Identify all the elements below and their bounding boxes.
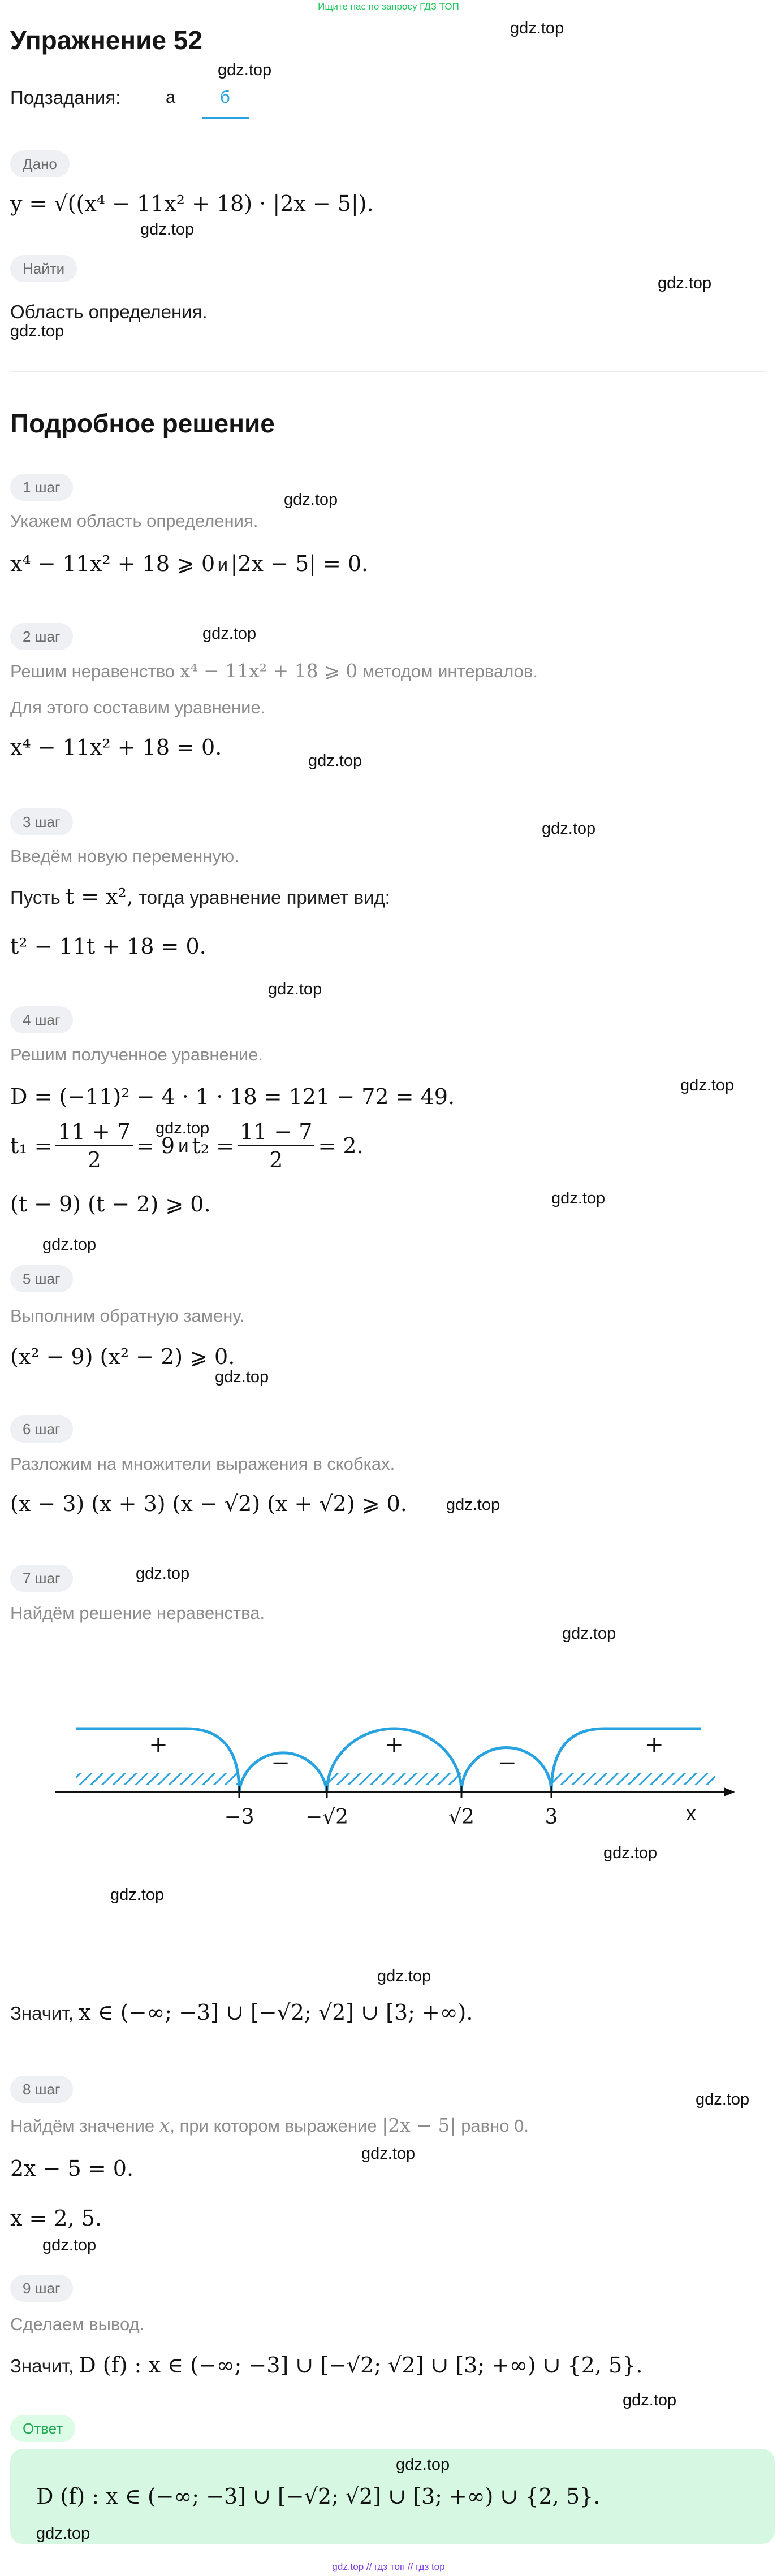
watermark: gdz.top [680, 1076, 735, 1094]
step-5-badge: 5 шаг [10, 1265, 73, 1292]
active-tab-underline [202, 117, 249, 119]
step-2-badge: 2 шаг [10, 623, 73, 650]
step-1-math-b: |2x − 5| = 0. [230, 551, 369, 576]
t1-fraction [55, 1119, 133, 1172]
watermark: gdz.top [696, 2090, 750, 2109]
watermark: gdz.top [361, 2145, 416, 2163]
sign-1: + [149, 1732, 168, 1758]
point-label-3: √2 [448, 1806, 474, 1829]
watermark: gdz.top [446, 1496, 500, 1514]
step-9-result [10, 2353, 643, 2378]
hatch-region-left [76, 1773, 239, 1785]
step-2-math: x⁴ − 11x² + 18 = 0. [10, 735, 222, 760]
given-badge: Дано [10, 150, 70, 177]
number-line-diagram [0, 1662, 777, 1854]
watermark: gdz.top [268, 980, 322, 998]
step-8-math-1: 2x − 5 = 0. [10, 2156, 134, 2181]
sign-3: + [385, 1732, 404, 1758]
watermark: gdz.top [377, 1967, 431, 1985]
sign-5: + [645, 1732, 664, 1758]
t2-fraction [238, 1119, 315, 1172]
step-4-discriminant: D = (−11)² − 4 · 1 · 18 = 121 − 72 = 49. [10, 1084, 455, 1109]
step-1-conj: и [217, 554, 228, 575]
step-1-badge: 1 шаг [10, 474, 73, 501]
t1-value: = 9 [136, 1133, 175, 1158]
step-9-text: Сделаем вывод. [10, 2314, 145, 2334]
watermark: gdz.top [623, 2391, 677, 2409]
watermark: gdz.top [542, 820, 596, 838]
answer-badge: Ответ [10, 2415, 75, 2442]
step-2-text-math: x⁴ − 11x² + 18 ⩾ 0 [179, 660, 358, 682]
point-label-2: −√2 [305, 1806, 349, 1829]
step-8-text-pre: Найдём значение [10, 2116, 155, 2136]
watermark: gdz.top [42, 2236, 97, 2254]
step-3-line-post: тогда уравнение примет вид: [139, 887, 390, 908]
watermark: gdz.top [110, 1886, 165, 1904]
step-2-text [10, 660, 538, 682]
watermark: gdz.top [136, 1565, 190, 1583]
watermark: gdz.top [202, 625, 257, 643]
watermark: gdz.top [308, 752, 362, 770]
watermark: gdz.top [510, 19, 564, 37]
step-4-conj: и [178, 1135, 189, 1156]
step-5-math: (x² − 9) (x² − 2) ⩾ 0. [10, 1344, 235, 1369]
step-6-text: Разложим на множители выражения в скобках. [10, 1454, 395, 1474]
find-badge: Найти [10, 255, 77, 282]
page-title: Упражнение 52 [10, 25, 202, 55]
step-8-math-2: x = 2, 5. [10, 2206, 102, 2231]
watermark: gdz.top [215, 1368, 269, 1386]
point-label-4: 3 [545, 1806, 558, 1829]
t1-numerator: 11 + 7 [55, 1119, 133, 1146]
step-7-result-pre: Значит, [10, 2003, 74, 2024]
t2-label: t₂ = [192, 1133, 234, 1158]
t1-label: t₁ = [10, 1133, 53, 1158]
watermark: gdz.top [218, 61, 272, 79]
top-banner[interactable]: Ищите нас по запросу ГДЗ ТОП [318, 1, 459, 12]
step-7-result-math: x ∈ (−∞; −3] ∪ [−√2; √2] ∪ [3; +∞). [79, 2000, 473, 2025]
step-7-result [10, 2000, 473, 2025]
watermark: gdz.top [603, 1844, 658, 1862]
step-1-text: Укажем область определения. [10, 511, 258, 531]
step-2-text2: Для этого составим уравнение. [10, 698, 266, 717]
t2-denominator: 2 [269, 1148, 283, 1172]
step-3-line-math: t = x², [65, 884, 133, 909]
point-label-1: −3 [224, 1806, 254, 1829]
tab-subtask-a[interactable]: а [166, 87, 176, 107]
watermark: gdz.top [396, 2456, 450, 2474]
step-3-line [10, 884, 390, 909]
step-8-text [10, 2114, 529, 2136]
step-9-result-math: D (f) : x ∈ (−∞; −3] ∪ [−√2; √2] ∪ [3; +∞) ∪ {2, 5}. [79, 2353, 643, 2378]
step-5-text: Выполним обратную замену. [10, 1306, 245, 1326]
step-9-badge: 9 шаг [10, 2275, 73, 2302]
hatch-region-middle [327, 1773, 461, 1785]
sign-2: − [271, 1750, 290, 1776]
solution-title: Подробное решение [10, 409, 275, 438]
step-4-text: Решим полученное уравнение. [10, 1045, 264, 1064]
step-9-result-pre: Значит, [10, 2356, 74, 2376]
step-7-badge: 7 шаг [10, 1565, 73, 1592]
axis-label: x [686, 1802, 696, 1825]
step-8-text-math: |2x − 5| [382, 2114, 456, 2136]
step-2-text-post: методом интервалов. [362, 661, 538, 681]
watermark: gdz.top [156, 1119, 210, 1137]
step-8-text-post: равно 0. [461, 2116, 529, 2136]
step-4-badge: 4 шаг [10, 1006, 73, 1033]
step-4-inequality: (t − 9) (t − 2) ⩾ 0. [10, 1192, 211, 1216]
tab-subtask-b[interactable]: б [220, 87, 230, 107]
step-3-math: t² − 11t + 18 = 0. [10, 934, 206, 959]
step-7-text: Найдём решение неравенства. [10, 1603, 265, 1623]
step-8-badge: 8 шаг [10, 2076, 73, 2103]
step-1-math-a: x⁴ − 11x² + 18 ⩾ 0 [10, 551, 215, 576]
watermark: gdz.top [42, 1236, 97, 1254]
step-6-badge: 6 шаг [10, 1415, 73, 1443]
step-8-text-var: x [159, 2114, 170, 2136]
step-3-text: Введём новую переменную. [10, 846, 239, 866]
step-8-text-mid: , при котором выражение [170, 2116, 377, 2136]
subtasks-label: Подзадания: [10, 87, 121, 108]
watermark: gdz.top [562, 1625, 616, 1643]
watermark: gdz.top [284, 491, 338, 509]
axis-arrow [724, 1787, 735, 1796]
watermark: gdz.top [551, 1189, 606, 1207]
hatch-region-right [551, 1773, 715, 1785]
step-2-text-pre: Решим неравенство [10, 661, 175, 681]
watermark: gdz.top [140, 220, 195, 239]
step-3-line-pre: Пусть [10, 887, 61, 908]
watermark: gdz.top [10, 322, 64, 340]
t2-value: = 2. [318, 1133, 364, 1158]
watermark: gdz.top [658, 274, 712, 292]
step-1-math [10, 551, 368, 576]
find-text: Область определения. [10, 301, 208, 322]
given-formula: y = √((x⁴ − 11x² + 18) · |2x − 5|). [10, 191, 374, 216]
t1-denominator: 2 [87, 1148, 101, 1172]
section-divider [10, 371, 766, 372]
watermark: gdz.top [36, 2525, 90, 2543]
step-3-badge: 3 шаг [10, 808, 73, 835]
footer-links[interactable]: gdz.top // гдз топ // гдз top [332, 2561, 445, 2572]
t2-numerator: 11 − 7 [238, 1119, 315, 1146]
answer-math: D (f) : x ∈ (−∞; −3] ∪ [−√2; √2] ∪ [3; +∞) ∪ {2, 5}. [36, 2484, 601, 2509]
step-6-math: (x − 3) (x + 3) (x − √2) (x + √2) ⩾ 0. [10, 1491, 407, 1516]
sign-4: − [498, 1750, 517, 1776]
